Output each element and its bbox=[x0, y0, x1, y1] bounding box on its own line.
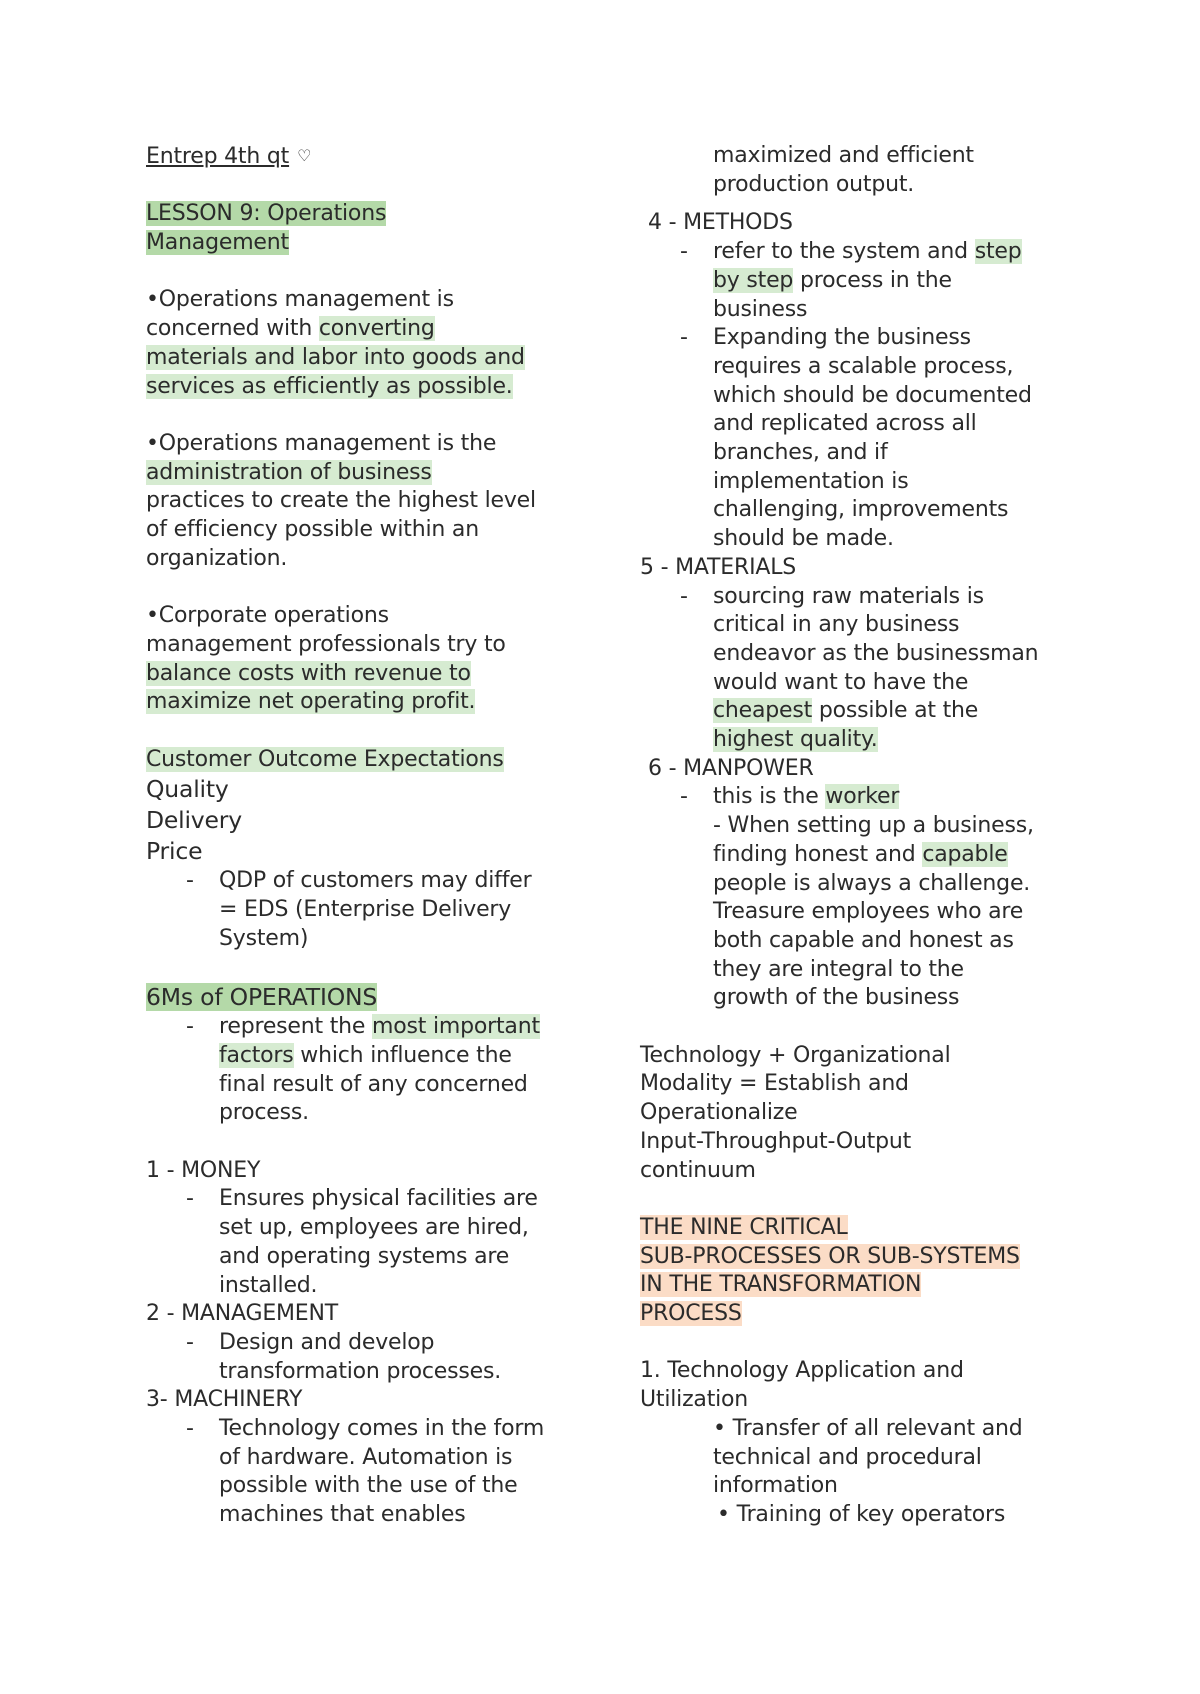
management-heading: 2 - MANAGEMENT bbox=[146, 1301, 338, 1327]
right-column: maximized and efficient production output. 4 - METHODS - refer to the system and step by step process in the business - Expanding the business requires a scalable process, which should be documented and replicated across all branches, and if implementation is challenging, improvements should be made. 5 - MATERIALS - sourcing raw materials is critical in any business endeavor as the businessman would want to have the cheapest possible at the highest quality. 6 - MANPOWER - this is the worker - When setting up a business, finding honest and capable people is always a challenge. Treasure employees who are both capable and honest as they are integral to the growth of the business Technology + Organizational Modality = Establish and Operationalize Input-Throughput-Output continuum THE NINE CRITICAL SUB-PROCESSES OR SUB-SYSTEMS IN THE TRANSFORMATION PROCESS 1. Technology Application and Utilization • Transfer of all relevant and technical and procedural information • Training of key operators bbox=[640, 142, 1110, 1530]
heart-icon: ♡ bbox=[297, 146, 312, 165]
machinery-continued: maximized and efficient bbox=[713, 143, 974, 168]
methods-bullet-1: - refer to the system and step bbox=[680, 239, 1022, 265]
materials-bullet: - sourcing raw materials is bbox=[680, 583, 984, 609]
customer-outcome-heading: Customer Outcome Expectations bbox=[146, 746, 504, 772]
money-heading: 1 - MONEY bbox=[146, 1157, 261, 1183]
money-bullet: - Ensures physical facilities are bbox=[186, 1186, 538, 1212]
tech-app-bullet-1: • Transfer of all relevant and bbox=[713, 1415, 1023, 1441]
methods-bullet-2: - Expanding the business bbox=[680, 325, 971, 351]
machinery-bullet: - Technology comes in the form bbox=[186, 1416, 545, 1442]
tech-app-heading: 1. Technology Application and bbox=[640, 1358, 964, 1384]
six-ms-heading: 6Ms of OPERATIONS bbox=[146, 983, 378, 1012]
tech-block: Technology + Organizational bbox=[640, 1042, 951, 1068]
coe-item-delivery: Delivery bbox=[146, 806, 242, 835]
lesson-heading: LESSON 9: Operations bbox=[146, 201, 387, 227]
manpower-bullet: - this is the worker bbox=[680, 784, 900, 810]
nine-critical-heading: THE NINE CRITICAL bbox=[640, 1214, 848, 1240]
paragraph-1: •Operations management is bbox=[146, 287, 454, 313]
paragraph-3: •Corporate operations bbox=[146, 603, 389, 629]
materials-heading: 5 - MATERIALS bbox=[640, 554, 797, 580]
qdp-bullet: - QDP of customers may differ bbox=[186, 868, 532, 894]
six-ms-bullet: - represent the most important bbox=[186, 1014, 540, 1040]
methods-heading: 4 - METHODS bbox=[648, 210, 793, 236]
tech-app-bullet-2: • Training of key operators bbox=[717, 1502, 1006, 1527]
paragraph-2: •Operations management is the bbox=[146, 430, 497, 456]
manpower-heading: 6 - MANPOWER bbox=[648, 755, 814, 781]
machinery-heading: 3- MACHINERY bbox=[146, 1387, 303, 1413]
coe-item-price: Price bbox=[146, 837, 203, 866]
coe-item-quality: Quality bbox=[146, 775, 229, 804]
left-column: Entrep 4th qt ♡ LESSON 9: Operations Management •Operations management is concerned with converting materials and labor into goods and services as efficiently as possible. •Operations management is the administration of business practices to create the highest level of efficiency possible within an organization. •Corporate operations management professionals try to balance costs with revenue to maximize net operating profit. Customer Outcome Expectations Quality Delivery Price - QDP of customers may differ = EDS (Enterprise Delivery System) 6Ms of OPERATIONS - represent the most important factors which influence the final result of any concerned process. 1 - MONEY - Ensures physical facilities are set up, employees are hired, and operating systems are installed. 2 - MANAGEMENT - Design and develop transformation processes. 3- MACHINERY - Technology comes in the form of hardware. Automation is possible with the use of the machines that enables bbox=[146, 142, 586, 1530]
document-title: Entrep 4th qt ♡ bbox=[146, 144, 312, 169]
management-bullet: - Design and develop bbox=[186, 1329, 435, 1355]
